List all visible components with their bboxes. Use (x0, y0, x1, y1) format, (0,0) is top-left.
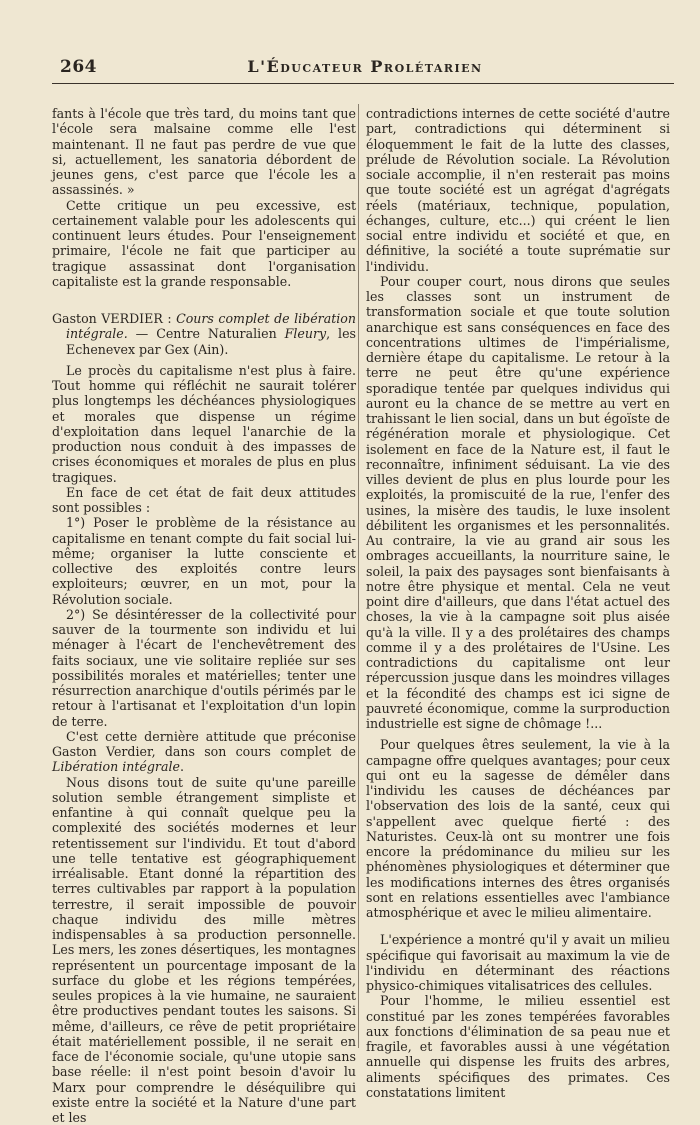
paragraph: Cette critique un peu excessive, est certainement valable pour les adolescents qui continuent leurs études. Pour l'enseignement primaire, l'école ne fait que participer au tragique assassinat dont l'organisation capitaliste est la grande responsable. (52, 198, 356, 290)
book-title: Libération intégrale (52, 759, 180, 774)
paragraph: C'est cette dernière attitude que préconise Gaston Verdier, dans son cours complet de Libération intégrale. (52, 729, 356, 775)
page-header (58, 55, 672, 81)
page-number: 264 (60, 57, 97, 77)
header-rule (52, 83, 674, 84)
paragraph: En face de cet état de fait deux attitudes sont possibles : (52, 485, 356, 516)
journal-title: L'Éducateur Prolétarien (58, 57, 672, 76)
paragraph: Pour l'homme, le milieu essentiel est constitué par les zones tempérées favorables aux fonctions d'élimination de sa peau nue et fragile, et favorables aussi à une végétation annuelle qui dispense les fruits des arbres, aliments spécifiques des primates. Ces constatations limitent (366, 993, 670, 1100)
paragraph: L'expérience a montré qu'il y avait un milieu spécifique qui favorisait au maximum la vie de l'individu en déterminant des réactions physico-chimiques vitalisatrices des cellules. (366, 932, 670, 993)
paragraph: Nous disons tout de suite qu'une pareille solution semble étrangement simpliste et enfantine à qui connaît quelque peu la complexité des sociétés modernes et leur retentissement sur l'individu. Et tout d'abord une telle tentative est géographiquement irréalisable. Etant donné la répartition des terres cultivables par rapport à la population terrestre, il serait impossible de pouvoir chaque individu des mille mètres indispensables à sa production personnelle. Les mers, les zones désertiques, les montagnes représentent un pourcentage imposant de la surface du globe et les régions tempérées, seules propices à la vie humaine, ne sauraient être productives pendant toutes les saisons. Si même, d'ailleurs, ce rêve de petit propriétaire était matériellement possible, il ne serait en face de l'économie sociale, qu'une utopie sans base réelle: il n'est point besoin d'avoir lu Marx pour comprendre le déséquilibre qui existe entre la société et la Nature d'une part et les (52, 775, 356, 1125)
review-author: Gaston VERDIER (52, 311, 163, 326)
paragraph: Pour quelques êtres seulement, la vie à la campagne offre quelques avantages; pour ceux qui ont eu la sagesse de démêler dans l'individu les causes de déchéances par l'observation des lois de la santé, ceux qui s'appellent avec quelque fierté : des Naturistes. Ceux-là ont su montrer une fois encore la prédominance du milieu sur les phénomènes physiologiques et déterminer que les modifications internes des êtres organisés sont en relations essentielles avec l'ambiance atmosphérique et avec le milieu alimentaire. (366, 737, 670, 920)
paragraph: fants à l'école que très tard, du moins tant que l'école sera malsaine comme elle l'est maintenant. Il ne faut pas perdre de vue que si, actuellement, les sanatoria débordent de jeunes gens, c'est parce que l'école les a assassinés. » (52, 106, 356, 198)
review-place: Fleury (285, 326, 326, 341)
paragraph: Le procès du capitalisme n'est plus à faire. Tout homme qui réfléchit ne saurait tolérer plus longtemps les déchéances physiologiques et morales que dispense un régime d'exploitation dans lequel l'anarchie de la production nous conduit à des impasses de crises économiques et morales de plus en plus tragiques. (52, 363, 356, 485)
left-column (52, 106, 356, 1066)
column-divider (358, 104, 359, 1048)
paragraph: Pour couper court, nous dirons que seules les classes sont un instrument de transformation sociale et que toute solution anarchique est sans conséquences en face des concentrations ultimes de l'impérialisme, dernière étape du capitalisme. Le retour à la terre ne peut être qu'une expérience sporadique tentée par quelques individus qui auront eu la chance de se mettre au vert en trahissant le lien social, dans un but égoïste de régénération morale et physiologique. Cet isolement en face de la Nature est, il faut le reconnaître, infiniment séduisant. La vie des villes devient de plus en plus lourde pour les exploités, la promiscuité de la rue, l'enfer des usines, la misère des taudis, le luxe insolent débilitent les organismes et les personnalités. Au contraire, la vie au grand air sous les ombrages accueillants, la nourriture saine, le soleil, la paix des paysages sont bienfaisants à notre être physique et mental. Cela ne veut point dire d'ailleurs, que dans l'état actuel des choses, la vie à la campagne soit plus aisée qu'à la ville. Il y a des prolétaires des champs comme il y a des prolétaires de l'Usine. Les contradictions du capitalisme ont leur répercussion jusque dans les moindres villages et la fécondité des champs est ici signe de pauvreté économique, comme la surproduction industrielle est signe de chômage !... (366, 274, 670, 732)
review-title: Cours complet de libération intégrale. (66, 311, 356, 341)
right-column (366, 106, 670, 1066)
review-heading: Gaston VERDIER : Cours complet de libération intégrale. — Centre Naturalien Fleury, les Echenevex par Gex (Ain). (52, 311, 356, 357)
paragraph: contradictions internes de cette société d'autre part, contradictions qui déterminent si éloquemment le fait de la lutte des classes, prélude de Révolution sociale. La Révolution sociale accomplie, il n'en resterait pas moins que toute société est un agrégat d'agrégats réels (matériaux, technique, population, échanges, culture, etc...) qui créent le lien social entre individu et société et que, en définitive, la société a toute suprématie sur l'individu. (366, 106, 670, 274)
list-item: 2°) Se désintéresser de la collectivité pour sauver de la tourmente son individu et lui ménager à l'écart de l'enchevêtrement des faits sociaux, une vie solitaire repliée sur ses possibilités morales et matérielles; tenter une résurrection anarchique d'outils périmés par le retour à l'artisanat et l'exploitation d'un lopin de terre. (52, 607, 356, 729)
list-item: 1°) Poser le problème de la résistance au capitalisme en tenant compte du fait social lui-même; organiser la lutte consciente et collective des exploités contre leurs exploiteurs; œuvrer, en un mot, pour la Révolution sociale. (52, 515, 356, 607)
